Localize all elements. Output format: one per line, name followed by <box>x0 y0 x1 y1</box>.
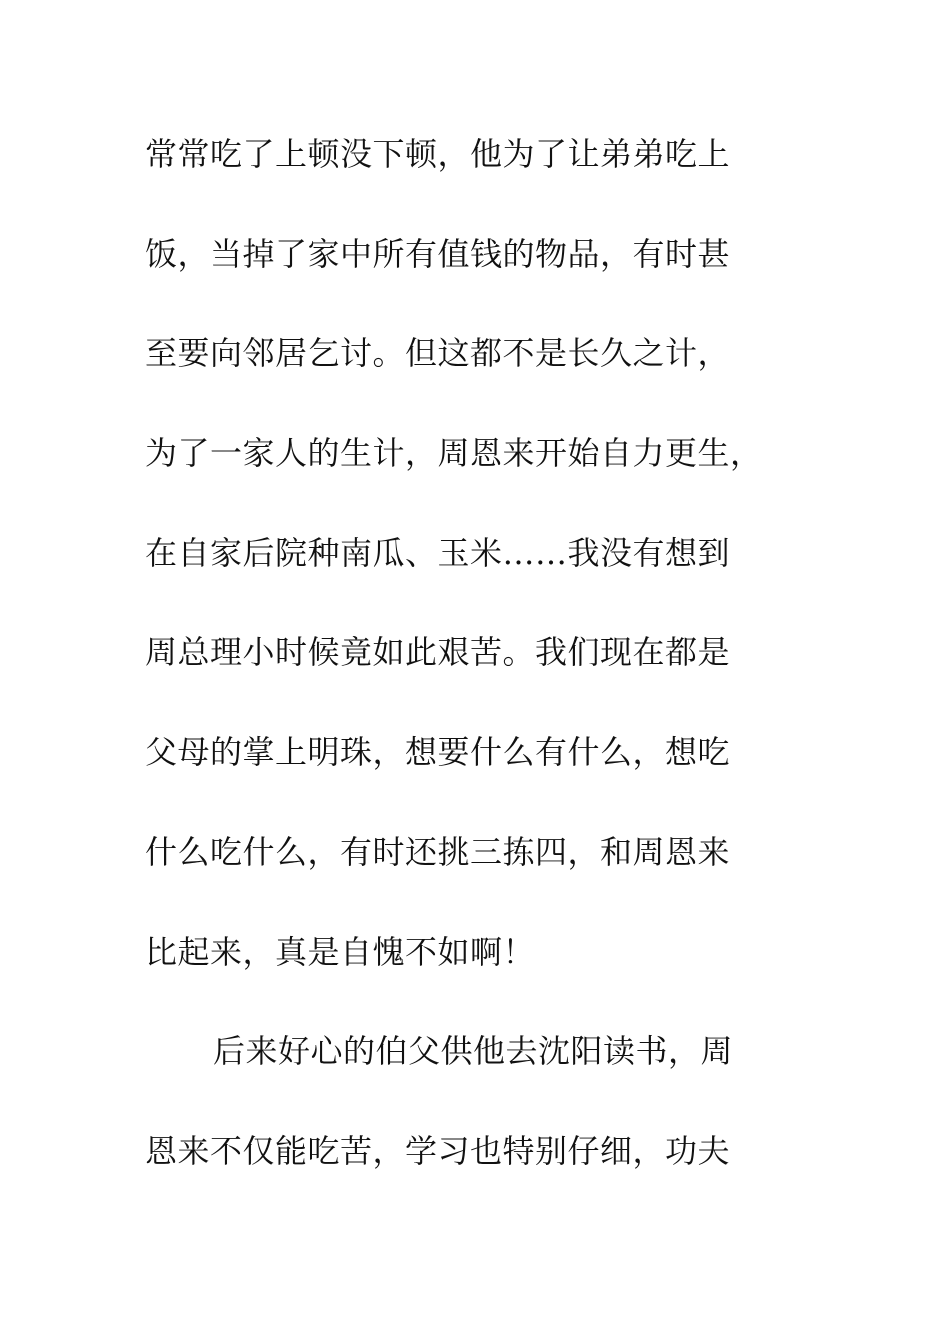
text-line-1: 常常吃了上顿没下顿，他为了让弟弟吃上 <box>145 135 731 173</box>
text-line-6: 周总理小时候竟如此艰苦。我们现在都是 <box>145 633 731 672</box>
text-line-7: 父母的掌上明珠，想要什么有什么，想吃 <box>145 733 731 772</box>
text-line-9: 比起来，真是自愧不如啊！ <box>145 932 536 971</box>
text-line-2: 饭，当掉了家中所有值钱的物品，有时甚 <box>145 234 731 273</box>
text-line-11: 恩来不仅能吃苦，学习也特别仔细，功夫 <box>145 1131 731 1170</box>
text-line-3: 至要向邻居乞讨。但这都不是长久之计， <box>145 334 731 373</box>
body-text <box>145 127 805 1224</box>
text-line-5: 在自家后院种南瓜、玉米……我没有想到 <box>145 533 731 572</box>
text-line-4: 为了一家人的生计，周恩来开始自力更生， <box>145 434 763 473</box>
text-line-10: 后来好心的伯父供他去沈阳读书，周 <box>213 1032 734 1071</box>
text-line-8: 什么吃什么，有时还挑三拣四，和周恩来 <box>145 832 731 871</box>
